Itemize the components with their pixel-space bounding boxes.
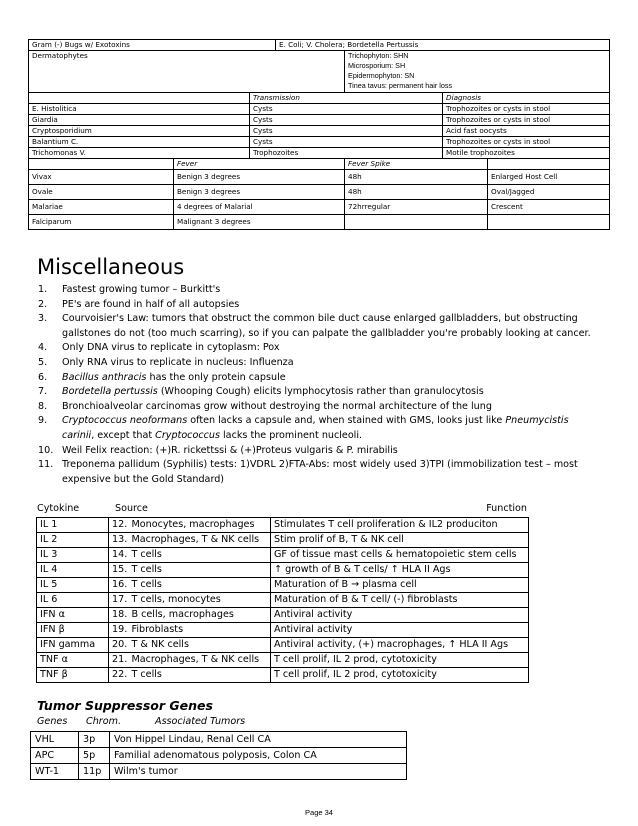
item-number: 5. bbox=[38, 356, 48, 368]
cytokine-table bbox=[36, 517, 529, 683]
organism-name: Cryptococcus bbox=[155, 429, 220, 441]
row-number: 13. bbox=[109, 533, 129, 548]
item-number: 11. bbox=[38, 459, 54, 471]
organism-name: Bacillus anthracis bbox=[62, 371, 147, 383]
organism-name: Pneumycistis carinii bbox=[62, 415, 569, 441]
malaria-row bbox=[29, 170, 610, 185]
cytokine-function: Maturation of B → plasma cell bbox=[271, 578, 529, 593]
table-row bbox=[37, 578, 529, 593]
fever-header: Fever bbox=[174, 159, 345, 170]
malaria-header-blank bbox=[488, 159, 610, 170]
cytokine-header: Cytokine bbox=[37, 503, 80, 514]
gene-name: WT-1 bbox=[31, 764, 79, 780]
dermatophyte-line: Epidermophyton: SN bbox=[348, 71, 415, 80]
cytokine-source: Macrophages, T & NK cells bbox=[129, 653, 271, 668]
malaria-spike bbox=[345, 215, 488, 230]
malaria-feature: Crescent bbox=[488, 200, 610, 215]
exotoxins-row bbox=[29, 40, 610, 51]
cytokine-source: Macrophages, T & NK cells bbox=[129, 533, 271, 548]
source-header: Source bbox=[115, 503, 148, 514]
tumor-suppressor-heading: Tumor Suppressor Genes bbox=[37, 698, 213, 713]
item-number: 9. bbox=[38, 415, 48, 427]
microbiology-table bbox=[28, 39, 610, 230]
exotoxins-examples: E. Coli; V. Cholera; Bordetella Pertussis bbox=[276, 40, 610, 51]
cytokine-function: Antiviral activity, (+) macrophages, ↑ HLA II Ags bbox=[271, 638, 529, 653]
cytokine-name: IL 5 bbox=[37, 578, 109, 593]
gene-name: APC bbox=[31, 748, 79, 764]
organism-cell: Giardia bbox=[29, 115, 250, 126]
item-text: Only RNA virus to replicate in nucleus: Influenza bbox=[62, 356, 294, 368]
item-text: , except that bbox=[91, 429, 156, 441]
table-row bbox=[37, 518, 529, 533]
associated-tumor: Wilm's tumor bbox=[110, 764, 407, 780]
tumor-suppressor-table bbox=[30, 731, 407, 780]
item-text: (Whooping Cough) elicits lymphocytosis rather than granulocytosis bbox=[157, 386, 484, 398]
row-number: 17. bbox=[109, 593, 129, 608]
cytokine-name: IL 6 bbox=[37, 593, 109, 608]
cytokine-source: T & NK cells bbox=[129, 638, 271, 653]
malaria-species: Falciparum bbox=[29, 215, 174, 230]
list-item bbox=[38, 283, 598, 298]
item-text: lacks the prominent nucleoli. bbox=[219, 429, 363, 441]
list-item bbox=[38, 312, 598, 341]
cytokine-name: TNF β bbox=[37, 668, 109, 683]
table-row bbox=[37, 548, 529, 563]
chrom-header: Chrom. bbox=[86, 716, 121, 727]
dermatophyte-line: Tinea tavus: permanent hair loss bbox=[348, 81, 453, 90]
malaria-fever: Benign 3 degrees bbox=[174, 185, 345, 200]
protozoa-row bbox=[29, 148, 610, 159]
item-text: Fastest growing tumor – Burkitt's bbox=[62, 284, 221, 295]
item-text: often lacks a capsule and, when stained with GMS, looks just like bbox=[187, 415, 506, 427]
malaria-fever: 4 degrees of Malarial bbox=[174, 200, 345, 215]
table-row bbox=[37, 563, 529, 578]
diagnosis-header: Diagnosis bbox=[443, 93, 610, 104]
list-item bbox=[38, 356, 598, 371]
function-header: Function bbox=[486, 503, 527, 514]
table-row bbox=[37, 608, 529, 623]
cytokine-function: GF of tissue mast cells & hematopoietic stem cells bbox=[271, 548, 529, 563]
malaria-fever: Benign 3 degrees bbox=[174, 170, 345, 185]
cytokine-source: Fibroblasts bbox=[129, 623, 271, 638]
exotoxins-title: Gram (-) Bugs w/ Exotoxins bbox=[29, 40, 276, 51]
item-text: Only DNA virus to replicate in cytoplasm: Pox bbox=[62, 342, 280, 354]
table-row bbox=[31, 732, 407, 748]
organism-name: Cryptococcus neoformans bbox=[62, 415, 188, 427]
cytokine-source: T cells bbox=[129, 578, 271, 593]
item-text: Courvoisier's Law: tumors that obstruct the common bile duct cause enlarged gallbladders, but obstructing gallstones do not (too much scarring), so if you can palpate the gallbladder you're probably looking at cancer. bbox=[62, 313, 591, 339]
cytokine-source: T cells bbox=[129, 563, 271, 578]
chromosome: 11p bbox=[79, 764, 110, 780]
cytokine-function: Stimulates T cell proliferation & IL2 produciton bbox=[271, 518, 529, 533]
cytokine-name: IFN β bbox=[37, 623, 109, 638]
list-item bbox=[38, 385, 598, 400]
diagnosis-cell: Trophozoites or cysts in stool bbox=[443, 115, 610, 126]
item-number: 1. bbox=[38, 284, 48, 295]
cytokine-source: B cells, macrophages bbox=[129, 608, 271, 623]
malaria-header-row bbox=[29, 159, 610, 170]
malaria-spike: 72hrregular bbox=[345, 200, 488, 215]
malaria-feature: Enlarged Host Cell bbox=[488, 170, 610, 185]
dermatophyte-line: Microsporium: SH bbox=[348, 61, 406, 70]
malaria-species: Malariae bbox=[29, 200, 174, 215]
row-number: 16. bbox=[109, 578, 129, 593]
item-text: has the only protein capsule bbox=[146, 371, 286, 383]
list-item bbox=[38, 371, 598, 386]
malaria-species: Vivax bbox=[29, 170, 174, 185]
malaria-row bbox=[29, 185, 610, 200]
gene-name: VHL bbox=[31, 732, 79, 748]
cytokine-name: IFN gamma bbox=[37, 638, 109, 653]
row-number: 12. bbox=[109, 518, 129, 533]
table-row bbox=[37, 593, 529, 608]
row-number: 15. bbox=[109, 563, 129, 578]
item-number: 4. bbox=[38, 342, 48, 354]
item-text: Treponema pallidum (Syphilis) tests: 1)VDRL 2)FTA-Abs: most widely used 3)TPI (immobilization test – most expensive but the Gold Standard) bbox=[62, 459, 578, 485]
cytokine-function: T cell prolif, IL 2 prod, cytotoxicity bbox=[271, 653, 529, 668]
cytokine-function: Antiviral activity bbox=[271, 608, 529, 623]
malaria-header-blank bbox=[29, 159, 174, 170]
item-number: 8. bbox=[38, 400, 48, 412]
table-row bbox=[37, 623, 529, 638]
row-number: 20. bbox=[109, 638, 129, 653]
cytokine-name: IL 4 bbox=[37, 563, 109, 578]
diagnosis-cell: Trophozoites or cysts in stool bbox=[443, 104, 610, 115]
dermatophytes-label: Dermatophytes bbox=[29, 51, 345, 93]
item-text: Bronchioalveolar carcinomas grow without destroying the normal architecture of the lung bbox=[62, 400, 492, 412]
associated-tumor: Familial adenomatous polyposis, Colon CA bbox=[110, 748, 407, 764]
diagnosis-cell: Trophozoites or cysts in stool bbox=[443, 137, 610, 148]
item-text: PE's are found in half of all autopsies bbox=[62, 298, 240, 310]
cytokine-function: Antiviral activity bbox=[271, 623, 529, 638]
cytokine-function: Stim prolif of B, T & NK cell bbox=[271, 533, 529, 548]
dermatophytes-list bbox=[345, 51, 610, 93]
associated-tumor: Von Hippel Lindau, Renal Cell CA bbox=[110, 732, 407, 748]
row-number: 22. bbox=[109, 668, 129, 683]
table-row bbox=[37, 533, 529, 548]
list-item bbox=[38, 341, 598, 356]
cytokine-header-row bbox=[37, 502, 602, 516]
malaria-fever: Malignant 3 degrees bbox=[174, 215, 345, 230]
tumors-header: Associated Tumors bbox=[155, 716, 246, 727]
page-number: Page 34 bbox=[305, 808, 333, 817]
item-number: 3. bbox=[38, 313, 48, 325]
protozoa-row bbox=[29, 115, 610, 126]
row-number: 14. bbox=[109, 548, 129, 563]
table-row bbox=[37, 638, 529, 653]
organism-cell: Balantium C. bbox=[29, 137, 250, 148]
item-number: 2. bbox=[38, 298, 48, 310]
protozoa-header-row bbox=[29, 93, 610, 104]
transmission-cell: Cysts bbox=[250, 104, 443, 115]
list-item bbox=[38, 400, 598, 415]
transmission-cell: Cysts bbox=[250, 126, 443, 137]
cytokine-name: IFN α bbox=[37, 608, 109, 623]
malaria-spike: 48h bbox=[345, 185, 488, 200]
transmission-cell: Cysts bbox=[250, 115, 443, 126]
table-row bbox=[37, 653, 529, 668]
item-number: 6. bbox=[38, 371, 48, 383]
list-item bbox=[38, 298, 598, 313]
table-row bbox=[37, 668, 529, 683]
malaria-row bbox=[29, 200, 610, 215]
dermatophyte-line: Trichophyton: SHN bbox=[348, 51, 409, 60]
transmission-header: Transmission bbox=[250, 93, 443, 104]
tsg-header-row bbox=[37, 715, 397, 729]
fever-spike-header: Fever Spike bbox=[345, 159, 488, 170]
diagnosis-cell: Acid fast oocysts bbox=[443, 126, 610, 137]
list-item bbox=[38, 414, 598, 443]
malaria-feature bbox=[488, 215, 610, 230]
miscellaneous-heading: Miscellaneous bbox=[37, 255, 185, 279]
chromosome: 5p bbox=[79, 748, 110, 764]
protozoa-row bbox=[29, 104, 610, 115]
organism-cell: Trichomonas V. bbox=[29, 148, 250, 159]
list-item bbox=[38, 444, 598, 459]
row-number: 21. bbox=[109, 653, 129, 668]
malaria-spike: 48h bbox=[345, 170, 488, 185]
cytokine-source: Monocytes, macrophages bbox=[129, 518, 271, 533]
diagnosis-cell: Motile trophozoites bbox=[443, 148, 610, 159]
malaria-feature: Oval/Jagged bbox=[488, 185, 610, 200]
transmission-cell: Trophozoites bbox=[250, 148, 443, 159]
organism-cell: Cryptosporidium bbox=[29, 126, 250, 137]
dermatophytes-row bbox=[29, 51, 610, 93]
protozoa-header-blank bbox=[29, 93, 250, 104]
list-item bbox=[38, 458, 598, 487]
cytokine-function: T cell prolif, IL 2 prod, cytotoxicity bbox=[271, 668, 529, 683]
miscellaneous-list bbox=[38, 283, 598, 487]
table-row bbox=[31, 764, 407, 780]
item-text: Weil Felix reaction: (+)R. rickettssi & (+)Proteus vulgaris & P. mirabilis bbox=[62, 444, 398, 456]
organism-cell: E. Histolitica bbox=[29, 104, 250, 115]
cytokine-name: IL 1 bbox=[37, 518, 109, 533]
protozoa-row bbox=[29, 137, 610, 148]
transmission-cell: Cysts bbox=[250, 137, 443, 148]
row-number: 18. bbox=[109, 608, 129, 623]
cytokine-name: TNF α bbox=[37, 653, 109, 668]
cytokine-source: T cells, monocytes bbox=[129, 593, 271, 608]
cytokine-name: IL 3 bbox=[37, 548, 109, 563]
malaria-species: Ovale bbox=[29, 185, 174, 200]
item-number: 7. bbox=[38, 386, 48, 398]
organism-name: Bordetella pertussis bbox=[62, 386, 158, 398]
protozoa-row bbox=[29, 126, 610, 137]
item-number: 10. bbox=[38, 444, 54, 456]
genes-header: Genes bbox=[37, 716, 68, 727]
table-row bbox=[31, 748, 407, 764]
cytokine-source: T cells bbox=[129, 548, 271, 563]
malaria-row bbox=[29, 215, 610, 230]
cytokine-source: T cells bbox=[129, 668, 271, 683]
cytokine-name: IL 2 bbox=[37, 533, 109, 548]
row-number: 19. bbox=[109, 623, 129, 638]
chromosome: 3p bbox=[79, 732, 110, 748]
cytokine-function: Maturation of B & T cell/ (-) fibroblasts bbox=[271, 593, 529, 608]
cytokine-function: ↑ growth of B & T cells/ ↑ HLA II Ags bbox=[271, 563, 529, 578]
